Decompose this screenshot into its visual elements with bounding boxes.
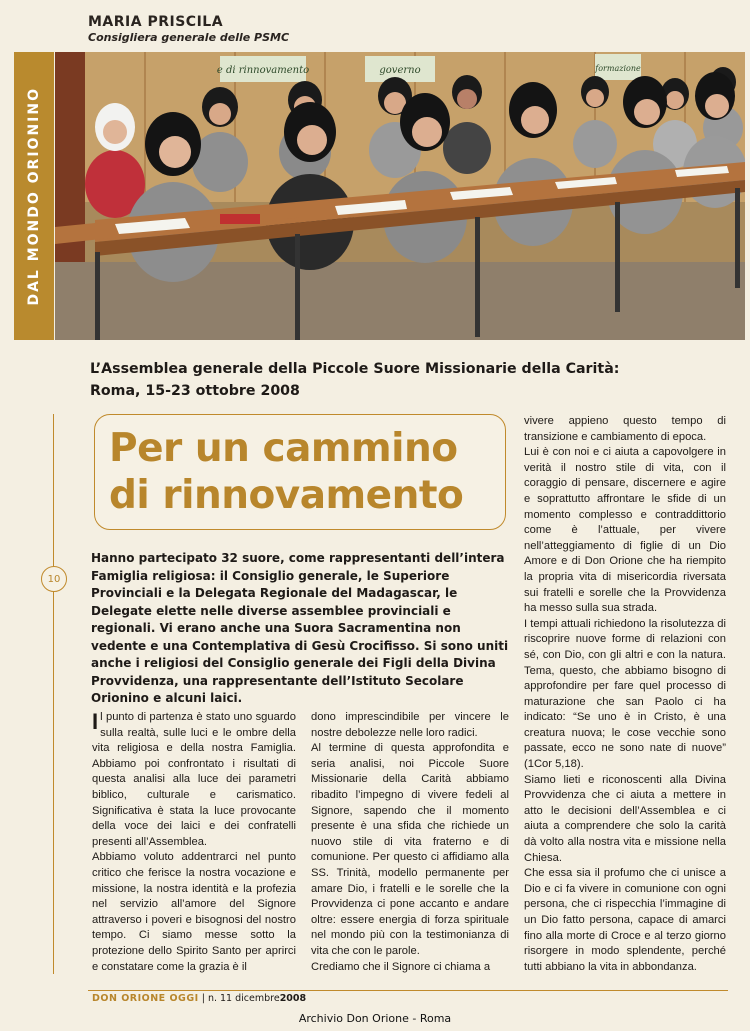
section-label-bar — [14, 52, 54, 340]
author-name: MARIA PRISCILA — [88, 14, 224, 30]
photo-sign-left: e di rinnovamento — [216, 65, 310, 76]
paragraph: Lui è con noi e ci aiuta a capovolgere in verità il nostro stile di vita, con il coraggio di pensare, discernere e agire e soprattutto affrontare le sfide di un momento complesso e contraddittorio come è l’attuale, per vivere nell’atteggiamento di figlie di un Dio Amore e di Don Orione che ha riempito la propria vita di misericordia riversata sui fratelli e sorelle che la Provvidenza ha messo sulla sua strada. — [524, 446, 726, 615]
paragraph: Al termine di questa approfondita e seria analisi, noi Piccole Suore Missionarie della Carità abbiamo ribadito l’impegno di vivere fedeli al Signore, sapendo che il momento presente è una sfida che richiede un nuovo stile di vita fraterno e di comunione. Per questo ci affidiamo alla SS. Trinità, modello permanente per amare Dio, i fratelli e le sorelle che la Provvidenza ci pone accanto e andare oltre: essere energia di forza spirituale nel mondo più con la testimonianza di vita che con le parole. — [311, 742, 509, 957]
footer-rule — [88, 990, 728, 991]
paragraph: Siamo lieti e riconoscenti alla Divina Provvidenza che ci aiuta a mettere in atto le decisioni dell’Assemblea e ci aiuta a comprendere che solo la carità dà volto alla nostra vita e missione nella Chiesa. — [524, 773, 726, 864]
assembly-photo — [55, 52, 745, 340]
paragraph: vivere appieno questo tempo di transizione e cambiamento di epoca. — [524, 415, 726, 443]
frame-rule — [53, 414, 54, 974]
title-line-1: Per un cammino — [109, 426, 458, 471]
archive-caption: Archivio Don Orione - Roma — [298, 1012, 452, 1025]
paragraph: Crediamo che il Signore ci chiama a — [311, 960, 491, 973]
photo-sign-right: formazione — [595, 64, 641, 73]
page-number: 10 — [41, 566, 67, 592]
article-subtitle: L’Assemblea generale della Piccole Suore Missionarie della Carità: Roma, 15-23 ottobre 2008 — [90, 361, 620, 399]
issue-year: 2008 — [279, 993, 307, 1004]
photo-sign-center: governo — [379, 65, 421, 76]
author-role: Consigliera generale delle PSMC — [88, 31, 290, 44]
section-label: DAL MONDO ORIONINO — [26, 86, 42, 306]
paragraph: I tempi attuali richiedono la risolutezza di riscoprire nuove forme di relazioni con sé, con Dio, con gli altri e con la natura. Tema, questo, che abbiamo bisogno di approfondire per fare quel processo di maturazione che san Paolo ci ha indicato: “Se uno è in Cristo, è una creatura nuova; le cose vecchie sono passate, ecco ne sono nate di nuove” (1Cor 5,18). — [524, 617, 726, 771]
body-column-3 — [524, 414, 726, 975]
body-column-1 — [92, 710, 296, 975]
paragraph — [92, 710, 296, 850]
page-footer: DON ORIONE OGGI | n. 11 dicembre2008 — [92, 993, 307, 1004]
article-header — [88, 14, 289, 44]
paragraph-text: l punto di partenza è stato uno sguardo sulla realtà, sulle luci e le ombre della vita religiosa e della nostra Famiglia. Abbiamo poi confrontato i risultati di questa analisi alla luce dei parametri biblico, culturale e carismatico. Significativa è stata la luce provocante della voce dei laici e dei confratelli presenti all’Assemblea. — [92, 711, 296, 848]
issue-info: n. 11 dicembre — [207, 993, 280, 1004]
paragraph: Abbiamo voluto addentrarci nel punto critico che ferisce la nostra vocazione e missione, la nostra identità e la profezia nel servizio all’amore del Signore attraverso i poveri e bisognosi del nostro tempo. Ci siamo messe sotto la protezione dello Spirito Santo per aprirci e constatare come la grazia è il — [92, 851, 296, 973]
paragraph: Che essa sia il profumo che ci unisce a Dio e ci fa vivere in comunione con ogni persona, che ci rispecchia l’immagine di un Dio fatto persona, capace di amarci fino alla morte di Croce e al terzo giorno risorgere in modo splendente, perché tutti abbiano la vita in abbondanza. — [524, 867, 726, 973]
drop-cap: I — [92, 709, 99, 734]
article-intro: Hanno partecipato 32 suore, come rappresentanti dell’intera Famiglia religiosa: il Consiglio generale, le Superiore Provinciali e la Delegata Regionale del Madagascar, le Delegate elette nelle diverse assemblee provinciali e regionali. Vi erano anche una Suora Sacramentina non vedente e una Contemplativa di Gesù Crocifisso. Si sono uniti anche i religiosi del Consiglio generale dei Figli della Divina Provvidenza, una rappresentante dell’Istituto Secolare Orionino e alcuni laici. — [91, 551, 509, 705]
body-column-2 — [311, 710, 509, 975]
title-line-2: di rinnovamento — [109, 473, 464, 518]
paragraph: dono imprescindibile per vincere le nostre debolezze nelle loro radici. — [311, 711, 509, 739]
title-box — [94, 414, 506, 530]
magazine-name: DON ORIONE OGGI — [92, 993, 199, 1004]
